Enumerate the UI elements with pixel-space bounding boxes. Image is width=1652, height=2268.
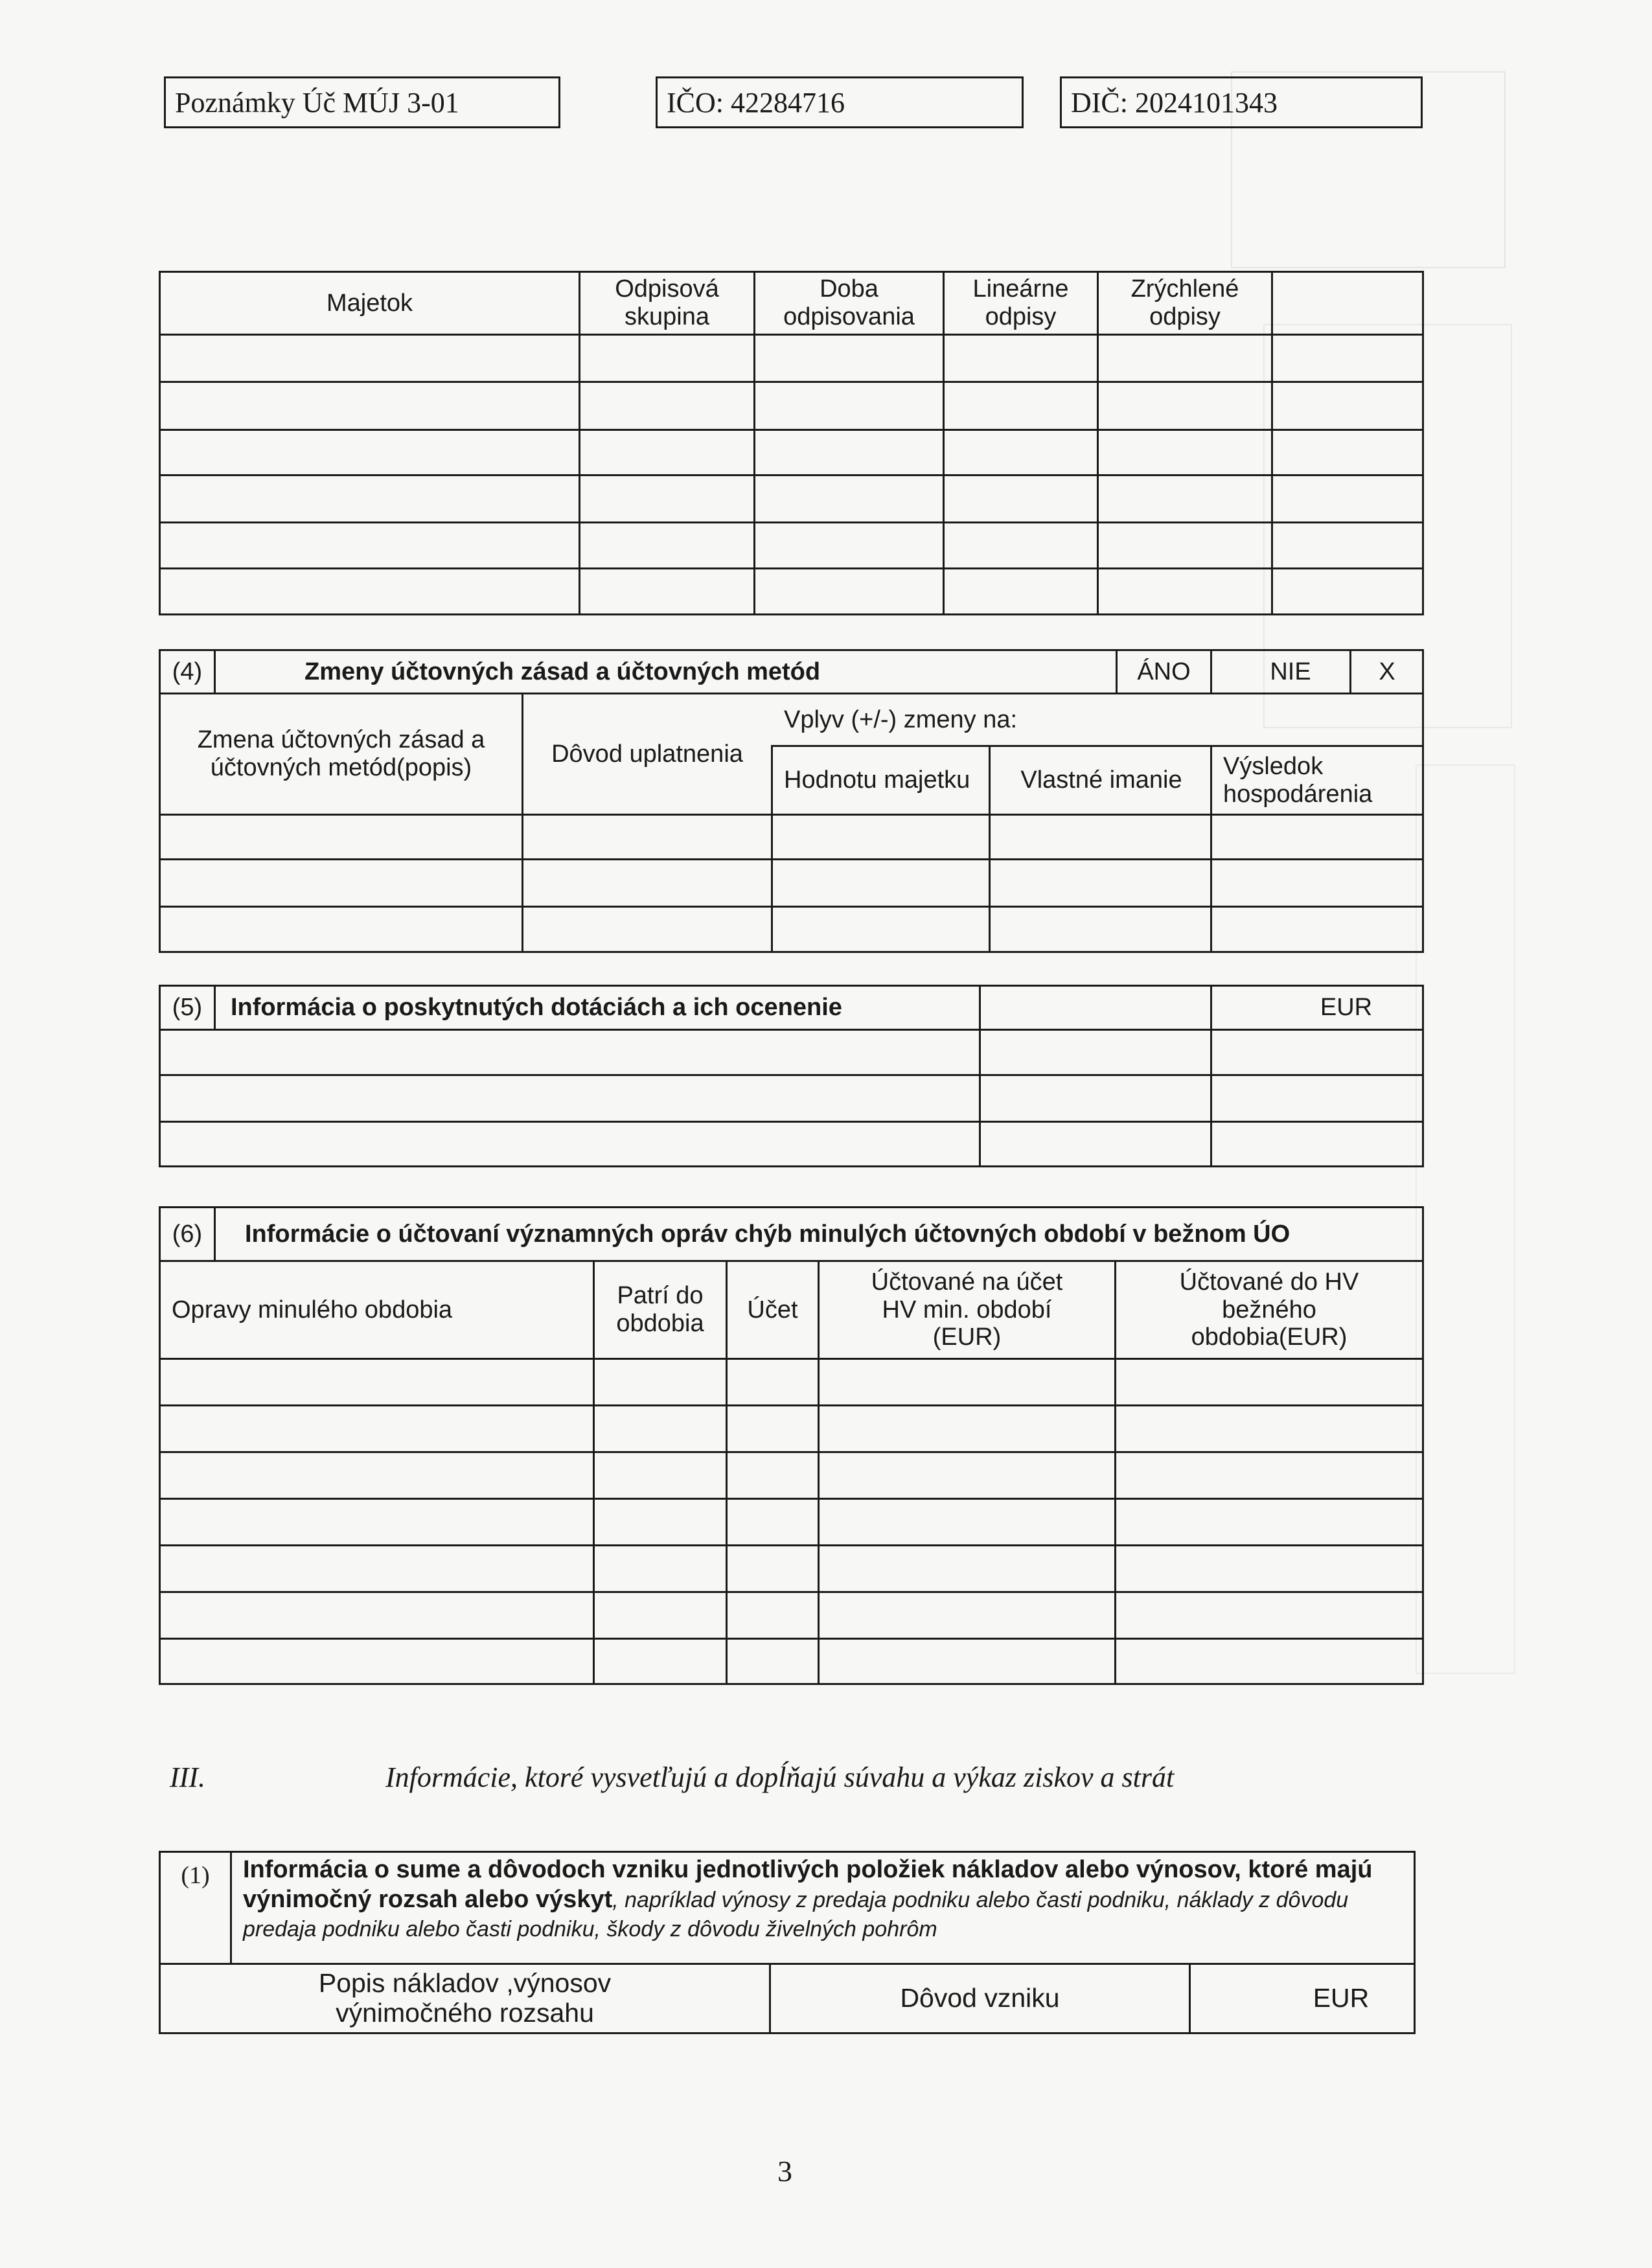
col-economic-result: Výsledok hospodárenia [1223,752,1373,808]
col-asset-value: Hodnotu majetku [784,766,970,794]
no-option[interactable]: NIE [1270,658,1311,685]
ico-text: IČO: 42284716 [667,86,845,119]
col-account: Účet [747,1296,798,1323]
col-eur-amount: EUR [1313,1983,1370,2013]
section-4-title: Zmeny účtovných zásad a účtovných metód [304,658,821,685]
notes-form-label-text: Poznámky Úč MÚJ 3-01 [175,86,459,119]
col-equity: Vlastné imanie [1020,766,1182,794]
section-5-title: Informácia o poskytnutých dotáciách a ich ocenenie [231,994,842,1022]
col-prior-period-corrections: Opravy minulého obdobia [172,1296,453,1323]
col-impact-header: Vplyv (+/-) zmeny na: [784,705,1018,733]
section-iii-1-title [243,1855,1409,1944]
header-accelerated-depreciation: Zrýchlené odpisy [1130,275,1239,330]
section-iii-title: Informácie, ktoré vysvetľujú a dopĺňajú súvahu a výkaz ziskov a strát [385,1761,1175,1793]
dic-box [1060,76,1423,128]
section-iii-1-title-bold: Informácia o sume a dôvodoch vzniku jednotlivých položiek nákladov alebo výnosov, ktoré majú výnimočný rozsah alebo výskyt [243,1856,1373,1913]
bleed-through-frame [1416,764,1515,1674]
section-5-number: (5) [172,994,203,1022]
header-depreciation-period: Doba odpisovania [783,275,915,330]
no-checkbox-mark[interactable]: X [1379,658,1395,685]
col-change-description: Zmena účtovných zásad a účtovných metód(popis) [197,726,485,781]
section-6-title: Informácie o účtovaní významných opráv chýb minulých účtovných období v bežnom ÚO [245,1220,1291,1248]
notes-form-label [164,76,560,128]
col-posted-prior-result: Účtované na účet HV min. období (EUR) [871,1268,1063,1351]
col-cost-revenue-description: Popis nákladov ,výnosov výnimočného rozsahu [318,1968,612,2028]
col-reason-of-origin: Dôvod vzniku [900,1983,1060,2013]
section-4-number: (4) [172,658,203,685]
page-number: 3 [777,2155,792,2188]
section-iii-numeral: III. [170,1761,205,1793]
section-5-currency: EUR [1320,994,1373,1022]
header-depreciation-group: Odpisová skupina [615,275,719,330]
yes-option[interactable]: ÁNO [1137,658,1191,685]
col-belongs-to-period: Patrí do obdobia [616,1282,704,1337]
col-posted-current-result: Účtované do HV bežného obdobia(EUR) [1179,1268,1359,1351]
section-iii-1-title-italic: , napríklad výnosy z predaja podniku alebo časti podniku, náklady z dôvodu predaja podniku alebo časti podniku, škody z dôvodu živelných pohrôm [243,1887,1349,1942]
section-iii-1-number: (1) [181,1861,210,1889]
header-asset: Majetok [326,289,413,317]
header-linear-depreciation: Lineárne odpisy [972,275,1069,330]
ico-box [656,76,1024,128]
dic-text: DIČ: 2024101343 [1071,86,1278,119]
section-6-number: (6) [172,1220,203,1248]
col-application-reason: Dôvod uplatnenia [551,740,743,768]
